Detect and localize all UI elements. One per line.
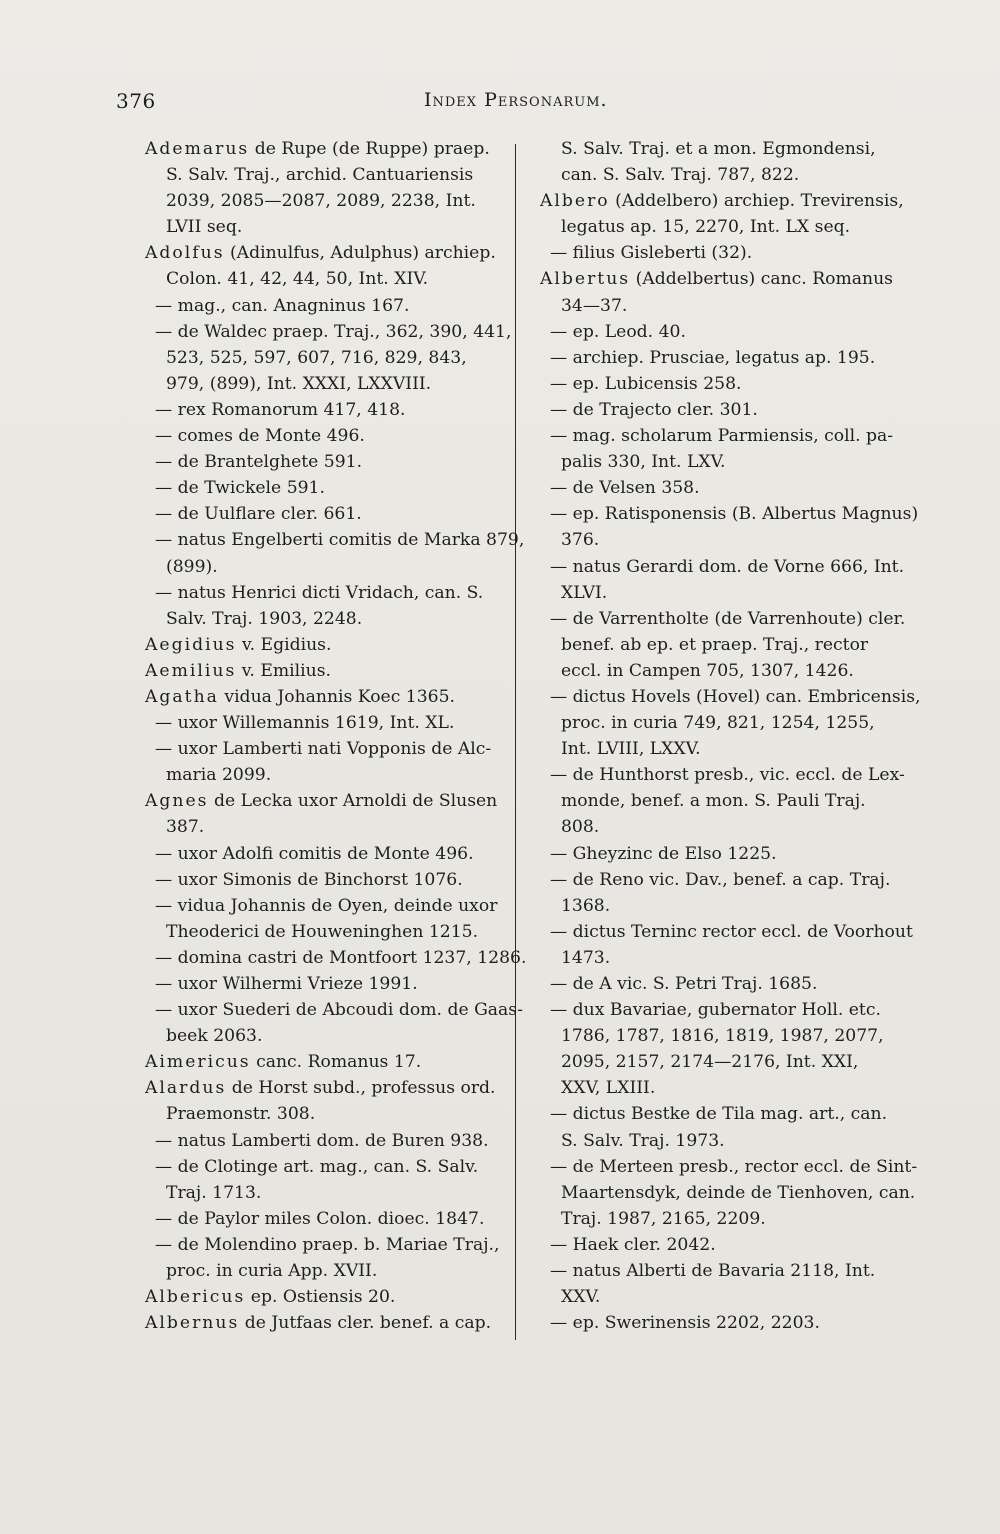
index-entry <box>145 658 505 684</box>
index-continuation <box>145 919 505 945</box>
index-subentry <box>540 1154 918 1180</box>
index-continuation <box>540 1128 890 1154</box>
index-text: — natus Gerardi dom. de Vorne 666, Int. <box>550 556 905 577</box>
index-text: LVII seq. <box>166 217 243 238</box>
index-text: — de Velsen 358. <box>550 478 700 499</box>
index-text: 1473. <box>561 947 611 968</box>
index-text: Colon. 41, 42, 44, 50, Int. XIV. <box>166 269 429 290</box>
index-continuation <box>145 1101 505 1127</box>
index-text: — Haek cler. 2042. <box>550 1234 716 1255</box>
index-continuation <box>540 1075 890 1101</box>
index-text: (899). <box>166 556 218 577</box>
index-headword: Ademarus <box>145 139 250 159</box>
index-text: XXV, LXIII. <box>561 1078 656 1099</box>
index-continuation <box>145 762 505 788</box>
index-continuation <box>145 1258 505 1284</box>
index-continuation <box>540 632 890 658</box>
index-text: — de Uulflare cler. 661. <box>155 504 362 525</box>
index-subentry <box>145 397 505 423</box>
index-text: — filius Gisleberti (32). <box>550 243 753 264</box>
index-subentry <box>540 762 905 788</box>
index-text: palis 330, Int. LXV. <box>561 452 726 473</box>
index-text: — ep. Ratisponensis (B. Albertus Magnus) <box>550 504 919 525</box>
index-text: S. Salv. Traj. 1973. <box>561 1130 725 1151</box>
index-subentry <box>145 319 512 345</box>
index-continuation <box>145 188 505 214</box>
index-subentry <box>540 867 890 893</box>
index-subentry <box>145 736 505 762</box>
index-text: — de Trajecto cler. 301. <box>550 399 758 420</box>
index-continuation <box>540 214 890 240</box>
index-continuation <box>540 1180 916 1206</box>
index-text: canc. Romanus 17. <box>250 1052 422 1073</box>
index-subentry <box>540 841 890 867</box>
index-text: — de Varrentholte (de Varrenhoute) cler. <box>550 608 906 629</box>
index-entry <box>145 240 505 266</box>
index-text: — de Merteen presb., rector eccl. de Sint- <box>550 1156 918 1177</box>
index-text: — uxor Wilhermi Vrieze 1991. <box>155 974 418 994</box>
index-text: — mag., can. Anagninus 167. <box>155 295 410 316</box>
index-text: — ep. Lubicensis 258. <box>550 373 742 394</box>
index-text: — dictus Hovels (Hovel) can. Embricensis, <box>550 686 921 707</box>
index-subentry <box>145 293 505 319</box>
right-column <box>540 136 921 1336</box>
index-text: — de Hunthorst presb., vic. eccl. de Lex- <box>550 765 905 786</box>
page-number: 376 <box>116 89 156 113</box>
index-headword: Agatha <box>145 686 219 707</box>
index-headword: Albero <box>540 191 610 212</box>
index-subentry <box>145 527 525 553</box>
index-continuation <box>540 162 890 188</box>
index-text: Maartensdyk, deinde de Tienhoven, can. <box>561 1182 916 1203</box>
index-entry <box>145 1284 505 1310</box>
index-headword: Albertus <box>540 269 631 290</box>
index-text: — ep. Swerinensis 2202, 2203. <box>550 1313 820 1334</box>
index-text: beek 2063. <box>166 1026 263 1047</box>
index-headword: Alardus <box>145 1078 227 1099</box>
index-text: — natus Alberti de Bavaria 2118, Int. <box>550 1261 876 1282</box>
index-entry <box>540 188 904 214</box>
index-text: 1368. <box>561 895 611 916</box>
index-continuation <box>540 580 890 606</box>
index-continuation <box>540 1284 890 1310</box>
index-text: can. S. Salv. Traj. 787, 822. <box>561 165 800 186</box>
index-entry <box>540 266 894 292</box>
index-headword: Adolfus <box>145 243 225 264</box>
index-text: — de Brantelghete 591. <box>155 452 363 473</box>
index-entry <box>145 684 505 710</box>
index-subentry <box>145 1154 505 1180</box>
index-text: (Addelbero) archiep. Trevirensis, <box>609 191 904 212</box>
index-text: — uxor Suederi de Abcoudi dom. de Gaas- <box>155 1000 523 1021</box>
index-text: de Rupe (de Ruppe) praep. <box>249 139 490 159</box>
index-continuation <box>540 1049 890 1075</box>
index-text: — dux Bavariae, gubernator Holl. etc. <box>550 1000 881 1021</box>
index-text: de Lecka uxor Arnoldi de Slusen <box>208 791 498 812</box>
index-entry <box>145 1310 505 1336</box>
index-subentry <box>540 475 890 501</box>
index-text: de Jutfaas cler. benef. a cap. <box>239 1313 492 1334</box>
index-subentry <box>145 1206 505 1232</box>
index-text: Praemonstr. 308. <box>166 1104 316 1125</box>
index-subentry <box>145 475 505 501</box>
index-text: 979, (899), Int. XXXI, LXXVIII. <box>166 373 432 394</box>
index-text: — de Clotinge art. mag., can. S. Salv. <box>155 1156 479 1177</box>
index-headword: Albernus <box>145 1313 240 1334</box>
index-headword: Aemilius <box>145 660 237 681</box>
index-subentry <box>540 397 890 423</box>
index-subentry <box>145 710 505 736</box>
index-subentry <box>145 841 505 867</box>
index-text: 523, 525, 597, 607, 716, 829, 843, <box>166 347 467 368</box>
index-subentry <box>540 371 890 397</box>
index-text: — uxor Adolfi comitis de Monte 496. <box>155 843 474 864</box>
index-continuation <box>540 1206 890 1232</box>
index-text: vidua Johannis Koec 1365. <box>218 686 456 707</box>
index-text: v. Emilius. <box>236 660 332 681</box>
index-text: S. Salv. Traj., archid. Cantuariensis <box>166 165 474 186</box>
index-continuation <box>145 371 505 397</box>
index-headword: Aimericus <box>145 1052 251 1073</box>
index-text: (Addelbertus) canc. Romanus <box>630 269 894 290</box>
index-subentry <box>540 919 913 945</box>
index-text: Int. LVIII, LXXV. <box>561 739 701 760</box>
index-subentry <box>540 1258 890 1284</box>
index-subentry <box>145 449 505 475</box>
index-continuation <box>145 814 505 840</box>
index-subentry <box>540 684 921 710</box>
index-text: (Adinulfus, Adulphus) archiep. <box>224 243 496 264</box>
index-entry <box>145 1075 505 1101</box>
index-subentry <box>540 501 919 527</box>
index-text: — dictus Bestke de Tila mag. art., can. <box>550 1104 888 1125</box>
index-text: v. Egidius. <box>236 634 332 655</box>
index-subentry <box>540 997 890 1023</box>
index-subentry <box>540 423 894 449</box>
index-text: — mag. scholarum Parmiensis, coll. pa- <box>550 426 894 447</box>
index-text: 1786, 1787, 1816, 1819, 1987, 2077, <box>561 1026 884 1047</box>
index-text: — natus Lamberti dom. de Buren 938. <box>155 1130 489 1151</box>
index-text: legatus ap. 15, 2270, Int. LX seq. <box>561 217 851 238</box>
index-text: benef. ab ep. et praep. Traj., rector <box>561 634 869 655</box>
index-text: 387. <box>166 817 205 838</box>
index-text: — Gheyzinc de Elso 1225. <box>550 843 777 864</box>
column-divider <box>515 144 516 1340</box>
index-continuation <box>540 527 890 553</box>
index-text: 808. <box>561 817 600 838</box>
index-continuation <box>145 345 505 371</box>
index-text: — natus Engelberti comitis de Marka 879, <box>155 530 525 551</box>
index-continuation <box>540 449 890 475</box>
index-continuation <box>145 554 505 580</box>
index-subentry <box>145 893 505 919</box>
index-text: proc. in curia 749, 821, 1254, 1255, <box>561 713 875 734</box>
index-headword: Agnes <box>145 791 209 812</box>
index-text: Salv. Traj. 1903, 2248. <box>166 608 363 629</box>
index-text: 34—37. <box>561 295 628 316</box>
index-text: — natus Henrici dicti Vridach, can. S. <box>155 582 484 603</box>
index-text: — archiep. Prusciae, legatus ap. 195. <box>550 347 876 368</box>
index-text: — vidua Johannis de Oyen, deinde uxor <box>155 895 498 916</box>
index-text: — uxor Simonis de Binchorst 1076. <box>155 869 463 890</box>
index-text: — uxor Willemannis 1619, Int. XL. <box>155 713 455 734</box>
index-entry <box>145 136 505 162</box>
index-subentry <box>145 580 505 606</box>
index-text: — uxor Lamberti nati Vopponis de Alc- <box>155 739 492 760</box>
index-entry <box>145 788 505 814</box>
left-column <box>145 136 527 1336</box>
index-text: 2095, 2157, 2174—2176, Int. XXI, <box>561 1052 859 1073</box>
index-text: — dictus Terninc rector eccl. de Voorhout <box>550 921 913 942</box>
index-text: proc. in curia App. XVII. <box>166 1261 378 1282</box>
index-subentry <box>145 1232 505 1258</box>
index-subentry <box>540 240 890 266</box>
index-text: — de Twickele 591. <box>155 478 325 499</box>
index-continuation <box>540 710 890 736</box>
index-subentry <box>145 971 505 997</box>
index-continuation <box>145 266 505 292</box>
index-continuation <box>540 1023 890 1049</box>
index-subentry <box>540 1101 890 1127</box>
index-text: S. Salv. Traj. et a mon. Egmondensi, <box>561 139 876 159</box>
index-continuation <box>540 945 890 971</box>
index-continuation <box>145 162 505 188</box>
index-subentry <box>540 345 890 371</box>
index-continuation <box>540 814 890 840</box>
index-continuation <box>540 658 890 684</box>
index-subentry <box>145 1128 505 1154</box>
index-text: — de Waldec praep. Traj., 362, 390, 441, <box>155 321 512 342</box>
index-text: — de A vic. S. Petri Traj. 1685. <box>550 974 818 994</box>
index-continuation <box>540 893 890 919</box>
index-continuation <box>540 788 890 814</box>
index-text: — domina castri de Montfoort 1237, 1286. <box>155 947 527 968</box>
index-continuation <box>540 136 890 162</box>
index-continuation <box>145 1023 505 1049</box>
index-text: Traj. 1713. <box>166 1182 262 1203</box>
index-subentry <box>540 606 906 632</box>
index-continuation <box>145 1180 505 1206</box>
index-subentry <box>540 971 890 997</box>
index-subentry <box>540 1310 890 1336</box>
index-text: XXV. <box>561 1287 601 1308</box>
index-text: — comes de Monte 496. <box>155 426 365 447</box>
index-text: ep. Ostiensis 20. <box>245 1287 396 1308</box>
index-subentry <box>145 501 505 527</box>
index-continuation <box>540 736 890 762</box>
index-text: — de Reno vic. Dav., benef. a cap. Traj. <box>550 869 891 890</box>
index-text: 376. <box>561 530 600 551</box>
index-subentry <box>145 945 527 971</box>
index-continuation <box>145 214 505 240</box>
index-text: XLVI. <box>561 582 608 603</box>
index-text: 2039, 2085—2087, 2089, 2238, Int. <box>166 191 476 212</box>
index-text: monde, benef. a mon. S. Pauli Traj. <box>561 791 866 812</box>
index-subentry <box>540 554 905 580</box>
index-subentry <box>540 319 890 345</box>
running-head: Index Personarum. <box>424 89 608 111</box>
index-subentry <box>540 1232 890 1258</box>
index-headword: Albericus <box>145 1287 246 1308</box>
index-text: — de Paylor miles Colon. dioec. 1847. <box>155 1208 485 1229</box>
index-headword: Aegidius <box>145 634 237 655</box>
index-text: eccl. in Campen 705, 1307, 1426. <box>561 660 854 681</box>
index-text: — rex Romanorum 417, 418. <box>155 399 406 420</box>
index-text: de Horst subd., professus ord. <box>226 1078 496 1099</box>
index-subentry <box>145 423 505 449</box>
index-continuation <box>145 606 505 632</box>
index-entry <box>145 632 505 658</box>
index-subentry <box>145 997 523 1023</box>
index-entry <box>145 1049 505 1075</box>
index-continuation <box>540 293 890 319</box>
index-text: Theoderici de Houweninghen 1215. <box>166 921 479 942</box>
index-text: Traj. 1987, 2165, 2209. <box>561 1208 766 1229</box>
index-text: — de Molendino praep. b. Mariae Traj., <box>155 1234 500 1255</box>
index-text: maria 2099. <box>166 765 272 786</box>
index-subentry <box>145 867 505 893</box>
index-text: — ep. Leod. 40. <box>550 321 686 342</box>
